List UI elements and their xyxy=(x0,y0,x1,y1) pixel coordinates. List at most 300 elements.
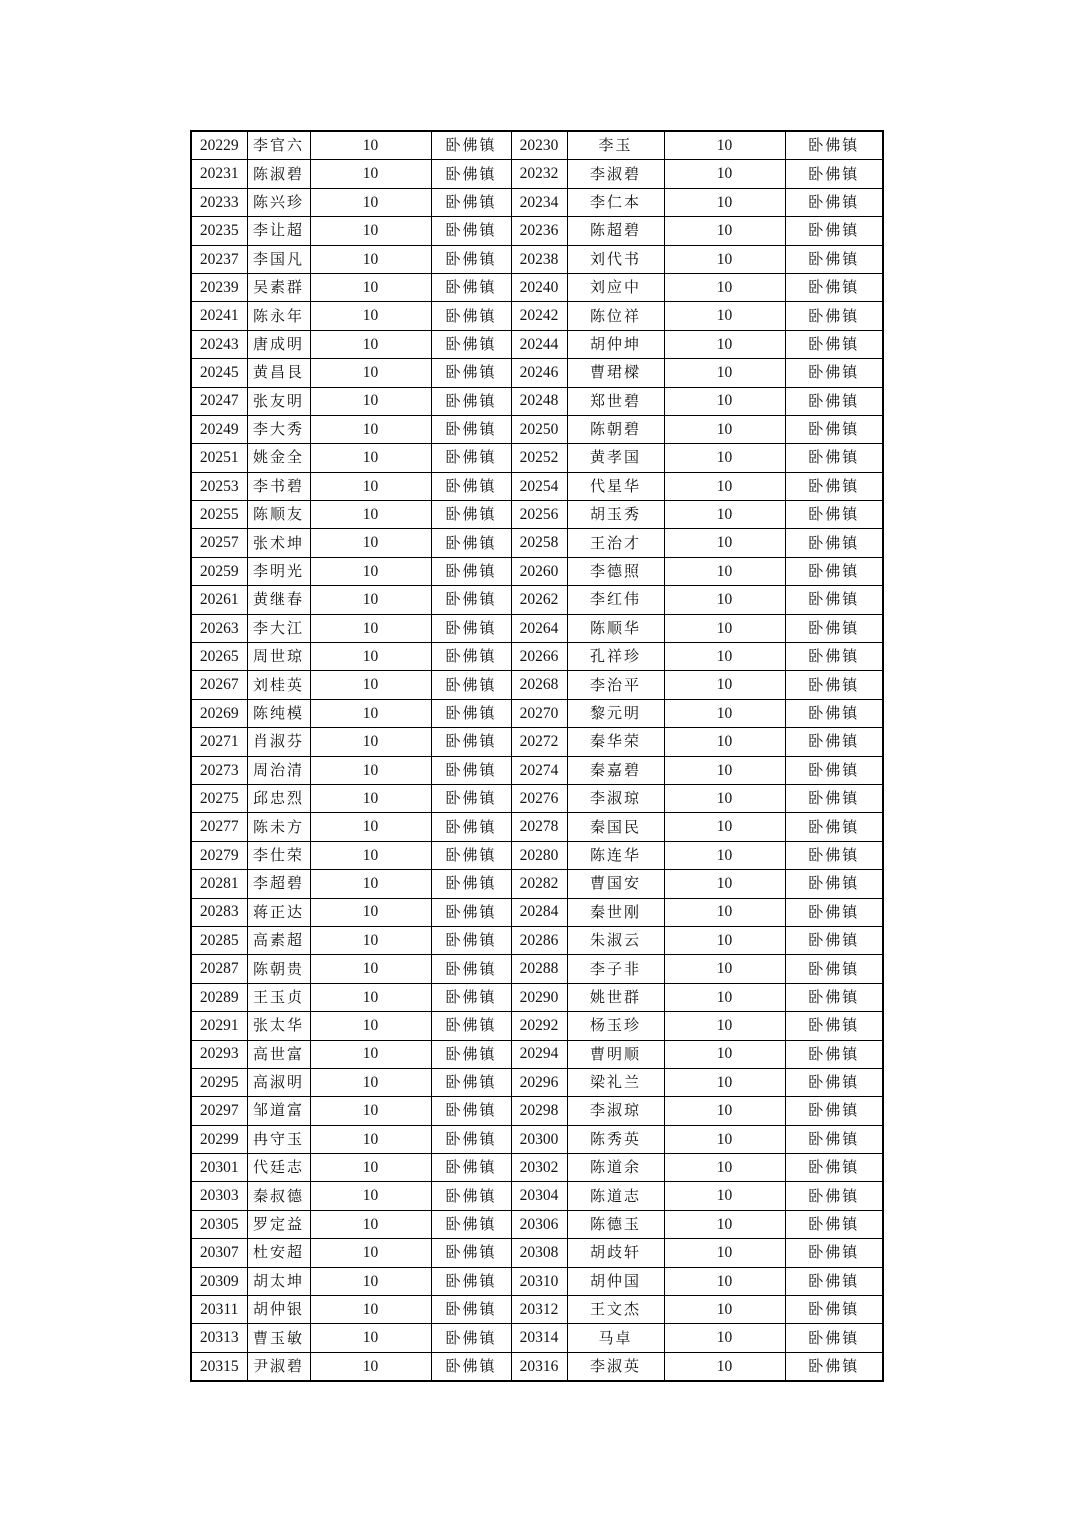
amount-cell: 10 xyxy=(310,614,431,642)
town-cell: 卧佛镇 xyxy=(431,1352,511,1381)
table-row xyxy=(191,1352,883,1381)
person-name-cell: 胡歧轩 xyxy=(567,1239,664,1267)
record-id-cell: 20254 xyxy=(511,472,567,500)
person-name-cell: 周世琼 xyxy=(247,643,310,671)
person-name-cell: 陈淑碧 xyxy=(247,160,310,188)
town-cell: 卧佛镇 xyxy=(431,870,511,898)
record-id-cell: 20297 xyxy=(191,1097,247,1125)
person-name-cell: 杨玉珍 xyxy=(567,1012,664,1040)
town-cell: 卧佛镇 xyxy=(785,898,883,926)
amount-cell: 10 xyxy=(664,671,785,699)
person-name-cell: 黄继春 xyxy=(247,586,310,614)
town-cell: 卧佛镇 xyxy=(785,813,883,841)
amount-cell: 10 xyxy=(310,557,431,585)
record-id-cell: 20248 xyxy=(511,387,567,415)
table-row xyxy=(191,529,883,557)
table-row xyxy=(191,302,883,330)
record-id-cell: 20281 xyxy=(191,870,247,898)
amount-cell: 10 xyxy=(664,131,785,160)
amount-cell: 10 xyxy=(664,841,785,869)
record-id-cell: 20259 xyxy=(191,557,247,585)
table-row xyxy=(191,557,883,585)
town-cell: 卧佛镇 xyxy=(785,643,883,671)
town-cell: 卧佛镇 xyxy=(785,728,883,756)
record-id-cell: 20243 xyxy=(191,330,247,358)
record-id-cell: 20295 xyxy=(191,1068,247,1096)
town-cell: 卧佛镇 xyxy=(431,501,511,529)
person-name-cell: 尹淑碧 xyxy=(247,1352,310,1381)
amount-cell: 10 xyxy=(310,1154,431,1182)
amount-cell: 10 xyxy=(664,643,785,671)
town-cell: 卧佛镇 xyxy=(785,926,883,954)
record-id-cell: 20275 xyxy=(191,784,247,812)
town-cell: 卧佛镇 xyxy=(785,1182,883,1210)
person-name-cell: 李大江 xyxy=(247,614,310,642)
record-id-cell: 20264 xyxy=(511,614,567,642)
town-cell: 卧佛镇 xyxy=(785,870,883,898)
amount-cell: 10 xyxy=(664,1040,785,1068)
person-name-cell: 曹明顺 xyxy=(567,1040,664,1068)
town-cell: 卧佛镇 xyxy=(431,1097,511,1125)
record-id-cell: 20302 xyxy=(511,1154,567,1182)
person-name-cell: 王文杰 xyxy=(567,1296,664,1324)
record-id-cell: 20252 xyxy=(511,444,567,472)
town-cell: 卧佛镇 xyxy=(431,131,511,160)
record-id-cell: 20286 xyxy=(511,926,567,954)
amount-cell: 10 xyxy=(664,870,785,898)
amount-cell: 10 xyxy=(310,245,431,273)
record-id-cell: 20234 xyxy=(511,188,567,216)
town-cell: 卧佛镇 xyxy=(431,273,511,301)
person-name-cell: 李红伟 xyxy=(567,586,664,614)
record-id-cell: 20235 xyxy=(191,217,247,245)
person-name-cell: 胡太坤 xyxy=(247,1267,310,1295)
record-id-cell: 20287 xyxy=(191,955,247,983)
person-name-cell: 陈兴珍 xyxy=(247,188,310,216)
record-id-cell: 20279 xyxy=(191,841,247,869)
town-cell: 卧佛镇 xyxy=(431,841,511,869)
amount-cell: 10 xyxy=(310,131,431,160)
person-name-cell: 唐成明 xyxy=(247,330,310,358)
person-name-cell: 邹道富 xyxy=(247,1097,310,1125)
town-cell: 卧佛镇 xyxy=(785,756,883,784)
table-row xyxy=(191,501,883,529)
table-row xyxy=(191,1267,883,1295)
town-cell: 卧佛镇 xyxy=(431,643,511,671)
amount-cell: 10 xyxy=(310,728,431,756)
town-cell: 卧佛镇 xyxy=(785,273,883,301)
town-cell: 卧佛镇 xyxy=(785,1210,883,1238)
amount-cell: 10 xyxy=(310,1267,431,1295)
person-name-cell: 姚金全 xyxy=(247,444,310,472)
town-cell: 卧佛镇 xyxy=(431,557,511,585)
amount-cell: 10 xyxy=(310,983,431,1011)
record-id-cell: 20269 xyxy=(191,699,247,727)
record-id-cell: 20255 xyxy=(191,501,247,529)
record-id-cell: 20238 xyxy=(511,245,567,273)
amount-cell: 10 xyxy=(310,359,431,387)
amount-cell: 10 xyxy=(664,1296,785,1324)
amount-cell: 10 xyxy=(310,870,431,898)
amount-cell: 10 xyxy=(310,671,431,699)
town-cell: 卧佛镇 xyxy=(785,359,883,387)
town-cell: 卧佛镇 xyxy=(431,1267,511,1295)
town-cell: 卧佛镇 xyxy=(785,586,883,614)
person-name-cell: 陈道余 xyxy=(567,1154,664,1182)
table-row xyxy=(191,898,883,926)
record-id-cell: 20247 xyxy=(191,387,247,415)
person-name-cell: 李超碧 xyxy=(247,870,310,898)
record-id-cell: 20284 xyxy=(511,898,567,926)
town-cell: 卧佛镇 xyxy=(431,1239,511,1267)
record-id-cell: 20313 xyxy=(191,1324,247,1352)
table-row xyxy=(191,1154,883,1182)
amount-cell: 10 xyxy=(664,387,785,415)
town-cell: 卧佛镇 xyxy=(431,529,511,557)
record-id-cell: 20260 xyxy=(511,557,567,585)
table-row xyxy=(191,415,883,443)
table-row xyxy=(191,1097,883,1125)
person-name-cell: 李书碧 xyxy=(247,472,310,500)
person-name-cell: 李子非 xyxy=(567,955,664,983)
table-row xyxy=(191,1239,883,1267)
person-name-cell: 朱淑云 xyxy=(567,926,664,954)
record-id-cell: 20266 xyxy=(511,643,567,671)
amount-cell: 10 xyxy=(664,586,785,614)
amount-cell: 10 xyxy=(664,898,785,926)
person-name-cell: 高素超 xyxy=(247,926,310,954)
town-cell: 卧佛镇 xyxy=(785,387,883,415)
record-id-cell: 20240 xyxy=(511,273,567,301)
town-cell: 卧佛镇 xyxy=(785,1040,883,1068)
record-id-cell: 20296 xyxy=(511,1068,567,1096)
amount-cell: 10 xyxy=(310,217,431,245)
town-cell: 卧佛镇 xyxy=(431,217,511,245)
person-name-cell: 胡仲国 xyxy=(567,1267,664,1295)
record-id-cell: 20268 xyxy=(511,671,567,699)
record-id-cell: 20289 xyxy=(191,983,247,1011)
amount-cell: 10 xyxy=(310,756,431,784)
person-name-cell: 李国凡 xyxy=(247,245,310,273)
person-name-cell: 周治清 xyxy=(247,756,310,784)
town-cell: 卧佛镇 xyxy=(785,1068,883,1096)
person-name-cell: 张友明 xyxy=(247,387,310,415)
table-row xyxy=(191,160,883,188)
person-name-cell: 陈连华 xyxy=(567,841,664,869)
record-id-cell: 20256 xyxy=(511,501,567,529)
record-id-cell: 20309 xyxy=(191,1267,247,1295)
record-id-cell: 20239 xyxy=(191,273,247,301)
table-row xyxy=(191,1012,883,1040)
town-cell: 卧佛镇 xyxy=(785,1239,883,1267)
amount-cell: 10 xyxy=(664,1239,785,1267)
record-id-cell: 20267 xyxy=(191,671,247,699)
person-name-cell: 刘代书 xyxy=(567,245,664,273)
person-name-cell: 李明光 xyxy=(247,557,310,585)
record-id-cell: 20245 xyxy=(191,359,247,387)
town-cell: 卧佛镇 xyxy=(785,415,883,443)
town-cell: 卧佛镇 xyxy=(785,1125,883,1153)
person-name-cell: 曹玉敏 xyxy=(247,1324,310,1352)
town-cell: 卧佛镇 xyxy=(785,841,883,869)
person-name-cell: 李仁本 xyxy=(567,188,664,216)
amount-cell: 10 xyxy=(664,273,785,301)
record-id-cell: 20277 xyxy=(191,813,247,841)
amount-cell: 10 xyxy=(310,813,431,841)
town-cell: 卧佛镇 xyxy=(785,444,883,472)
record-id-cell: 20315 xyxy=(191,1352,247,1381)
amount-cell: 10 xyxy=(310,1210,431,1238)
amount-cell: 10 xyxy=(310,898,431,926)
amount-cell: 10 xyxy=(310,1239,431,1267)
person-name-cell: 杜安超 xyxy=(247,1239,310,1267)
person-name-cell: 李淑碧 xyxy=(567,160,664,188)
amount-cell: 10 xyxy=(310,188,431,216)
person-name-cell: 陈位祥 xyxy=(567,302,664,330)
record-id-cell: 20257 xyxy=(191,529,247,557)
amount-cell: 10 xyxy=(664,1352,785,1381)
amount-cell: 10 xyxy=(664,1210,785,1238)
amount-cell: 10 xyxy=(664,160,785,188)
record-id-cell: 20262 xyxy=(511,586,567,614)
record-id-cell: 20305 xyxy=(191,1210,247,1238)
person-name-cell: 秦世刚 xyxy=(567,898,664,926)
amount-cell: 10 xyxy=(664,302,785,330)
amount-cell: 10 xyxy=(310,1097,431,1125)
amount-cell: 10 xyxy=(664,1182,785,1210)
town-cell: 卧佛镇 xyxy=(785,217,883,245)
record-id-cell: 20306 xyxy=(511,1210,567,1238)
table-row xyxy=(191,131,883,160)
roster-body xyxy=(191,131,883,1381)
person-name-cell: 李大秀 xyxy=(247,415,310,443)
person-name-cell: 代廷志 xyxy=(247,1154,310,1182)
table-row xyxy=(191,472,883,500)
record-id-cell: 20299 xyxy=(191,1125,247,1153)
record-id-cell: 20278 xyxy=(511,813,567,841)
record-id-cell: 20290 xyxy=(511,983,567,1011)
table-row xyxy=(191,643,883,671)
person-name-cell: 李淑琼 xyxy=(567,784,664,812)
person-name-cell: 李治平 xyxy=(567,671,664,699)
person-name-cell: 李让超 xyxy=(247,217,310,245)
person-name-cell: 胡仲坤 xyxy=(567,330,664,358)
person-name-cell: 陈超碧 xyxy=(567,217,664,245)
town-cell: 卧佛镇 xyxy=(431,898,511,926)
amount-cell: 10 xyxy=(664,728,785,756)
town-cell: 卧佛镇 xyxy=(785,1267,883,1295)
amount-cell: 10 xyxy=(664,557,785,585)
town-cell: 卧佛镇 xyxy=(785,330,883,358)
table-row xyxy=(191,841,883,869)
amount-cell: 10 xyxy=(664,217,785,245)
person-name-cell: 陈德玉 xyxy=(567,1210,664,1238)
record-id-cell: 20265 xyxy=(191,643,247,671)
record-id-cell: 20273 xyxy=(191,756,247,784)
town-cell: 卧佛镇 xyxy=(431,983,511,1011)
amount-cell: 10 xyxy=(310,841,431,869)
record-id-cell: 20293 xyxy=(191,1040,247,1068)
amount-cell: 10 xyxy=(664,1125,785,1153)
person-name-cell: 张太华 xyxy=(247,1012,310,1040)
town-cell: 卧佛镇 xyxy=(431,1125,511,1153)
record-id-cell: 20280 xyxy=(511,841,567,869)
amount-cell: 10 xyxy=(310,1182,431,1210)
record-id-cell: 20274 xyxy=(511,756,567,784)
table-row xyxy=(191,188,883,216)
table-row xyxy=(191,813,883,841)
table-row xyxy=(191,330,883,358)
record-id-cell: 20304 xyxy=(511,1182,567,1210)
town-cell: 卧佛镇 xyxy=(785,1097,883,1125)
roster-table xyxy=(190,130,884,1382)
amount-cell: 10 xyxy=(664,756,785,784)
person-name-cell: 曹珺樑 xyxy=(567,359,664,387)
amount-cell: 10 xyxy=(310,472,431,500)
record-id-cell: 20261 xyxy=(191,586,247,614)
record-id-cell: 20288 xyxy=(511,955,567,983)
record-id-cell: 20292 xyxy=(511,1012,567,1040)
record-id-cell: 20263 xyxy=(191,614,247,642)
town-cell: 卧佛镇 xyxy=(785,1352,883,1381)
person-name-cell: 高世富 xyxy=(247,1040,310,1068)
table-row xyxy=(191,1324,883,1352)
record-id-cell: 20241 xyxy=(191,302,247,330)
person-name-cell: 姚世群 xyxy=(567,983,664,1011)
record-id-cell: 20232 xyxy=(511,160,567,188)
table-row xyxy=(191,671,883,699)
amount-cell: 10 xyxy=(310,1296,431,1324)
amount-cell: 10 xyxy=(664,472,785,500)
person-name-cell: 梁礼兰 xyxy=(567,1068,664,1096)
record-id-cell: 20237 xyxy=(191,245,247,273)
person-name-cell: 李官六 xyxy=(247,131,310,160)
person-name-cell: 陈永年 xyxy=(247,302,310,330)
table-row xyxy=(191,784,883,812)
amount-cell: 10 xyxy=(310,387,431,415)
table-row xyxy=(191,870,883,898)
town-cell: 卧佛镇 xyxy=(785,188,883,216)
person-name-cell: 陈纯模 xyxy=(247,699,310,727)
amount-cell: 10 xyxy=(310,273,431,301)
amount-cell: 10 xyxy=(310,1352,431,1381)
record-id-cell: 20251 xyxy=(191,444,247,472)
person-name-cell: 黎元明 xyxy=(567,699,664,727)
amount-cell: 10 xyxy=(664,955,785,983)
person-name-cell: 胡玉秀 xyxy=(567,501,664,529)
person-name-cell: 陈朝碧 xyxy=(567,415,664,443)
table-row xyxy=(191,245,883,273)
town-cell: 卧佛镇 xyxy=(431,415,511,443)
town-cell: 卧佛镇 xyxy=(431,756,511,784)
town-cell: 卧佛镇 xyxy=(785,671,883,699)
record-id-cell: 20249 xyxy=(191,415,247,443)
record-id-cell: 20308 xyxy=(511,1239,567,1267)
amount-cell: 10 xyxy=(664,926,785,954)
town-cell: 卧佛镇 xyxy=(431,188,511,216)
table-row xyxy=(191,1068,883,1096)
amount-cell: 10 xyxy=(310,529,431,557)
table-row xyxy=(191,444,883,472)
amount-cell: 10 xyxy=(664,813,785,841)
person-name-cell: 李淑英 xyxy=(567,1352,664,1381)
record-id-cell: 20236 xyxy=(511,217,567,245)
town-cell: 卧佛镇 xyxy=(785,472,883,500)
record-id-cell: 20312 xyxy=(511,1296,567,1324)
record-id-cell: 20242 xyxy=(511,302,567,330)
table-row xyxy=(191,586,883,614)
town-cell: 卧佛镇 xyxy=(431,1182,511,1210)
table-row xyxy=(191,273,883,301)
record-id-cell: 20283 xyxy=(191,898,247,926)
town-cell: 卧佛镇 xyxy=(431,1068,511,1096)
person-name-cell: 张术坤 xyxy=(247,529,310,557)
record-id-cell: 20298 xyxy=(511,1097,567,1125)
amount-cell: 10 xyxy=(664,1097,785,1125)
town-cell: 卧佛镇 xyxy=(431,444,511,472)
amount-cell: 10 xyxy=(664,501,785,529)
person-name-cell: 冉守玉 xyxy=(247,1125,310,1153)
table-row xyxy=(191,614,883,642)
person-name-cell: 王治才 xyxy=(567,529,664,557)
person-name-cell: 胡仲银 xyxy=(247,1296,310,1324)
town-cell: 卧佛镇 xyxy=(785,1324,883,1352)
person-name-cell: 秦国民 xyxy=(567,813,664,841)
table-row xyxy=(191,728,883,756)
town-cell: 卧佛镇 xyxy=(785,131,883,160)
amount-cell: 10 xyxy=(310,699,431,727)
town-cell: 卧佛镇 xyxy=(431,472,511,500)
amount-cell: 10 xyxy=(664,1267,785,1295)
amount-cell: 10 xyxy=(310,444,431,472)
table-row xyxy=(191,217,883,245)
town-cell: 卧佛镇 xyxy=(431,926,511,954)
amount-cell: 10 xyxy=(664,529,785,557)
person-name-cell: 孔祥珍 xyxy=(567,643,664,671)
record-id-cell: 20311 xyxy=(191,1296,247,1324)
person-name-cell: 陈秀英 xyxy=(567,1125,664,1153)
amount-cell: 10 xyxy=(664,1154,785,1182)
record-id-cell: 20271 xyxy=(191,728,247,756)
amount-cell: 10 xyxy=(310,643,431,671)
amount-cell: 10 xyxy=(664,1068,785,1096)
table-row xyxy=(191,1210,883,1238)
person-name-cell: 吴素群 xyxy=(247,273,310,301)
town-cell: 卧佛镇 xyxy=(431,1012,511,1040)
record-id-cell: 20276 xyxy=(511,784,567,812)
amount-cell: 10 xyxy=(310,955,431,983)
amount-cell: 10 xyxy=(310,302,431,330)
person-name-cell: 郑世碧 xyxy=(567,387,664,415)
amount-cell: 10 xyxy=(664,699,785,727)
person-name-cell: 陈道志 xyxy=(567,1182,664,1210)
town-cell: 卧佛镇 xyxy=(785,614,883,642)
town-cell: 卧佛镇 xyxy=(431,699,511,727)
amount-cell: 10 xyxy=(664,359,785,387)
record-id-cell: 20291 xyxy=(191,1012,247,1040)
amount-cell: 10 xyxy=(310,415,431,443)
person-name-cell: 陈未方 xyxy=(247,813,310,841)
record-id-cell: 20314 xyxy=(511,1324,567,1352)
table-row xyxy=(191,1040,883,1068)
person-name-cell: 高淑明 xyxy=(247,1068,310,1096)
person-name-cell: 代星华 xyxy=(567,472,664,500)
person-name-cell: 秦叔德 xyxy=(247,1182,310,1210)
town-cell: 卧佛镇 xyxy=(431,330,511,358)
town-cell: 卧佛镇 xyxy=(431,784,511,812)
table-row xyxy=(191,359,883,387)
town-cell: 卧佛镇 xyxy=(785,1012,883,1040)
